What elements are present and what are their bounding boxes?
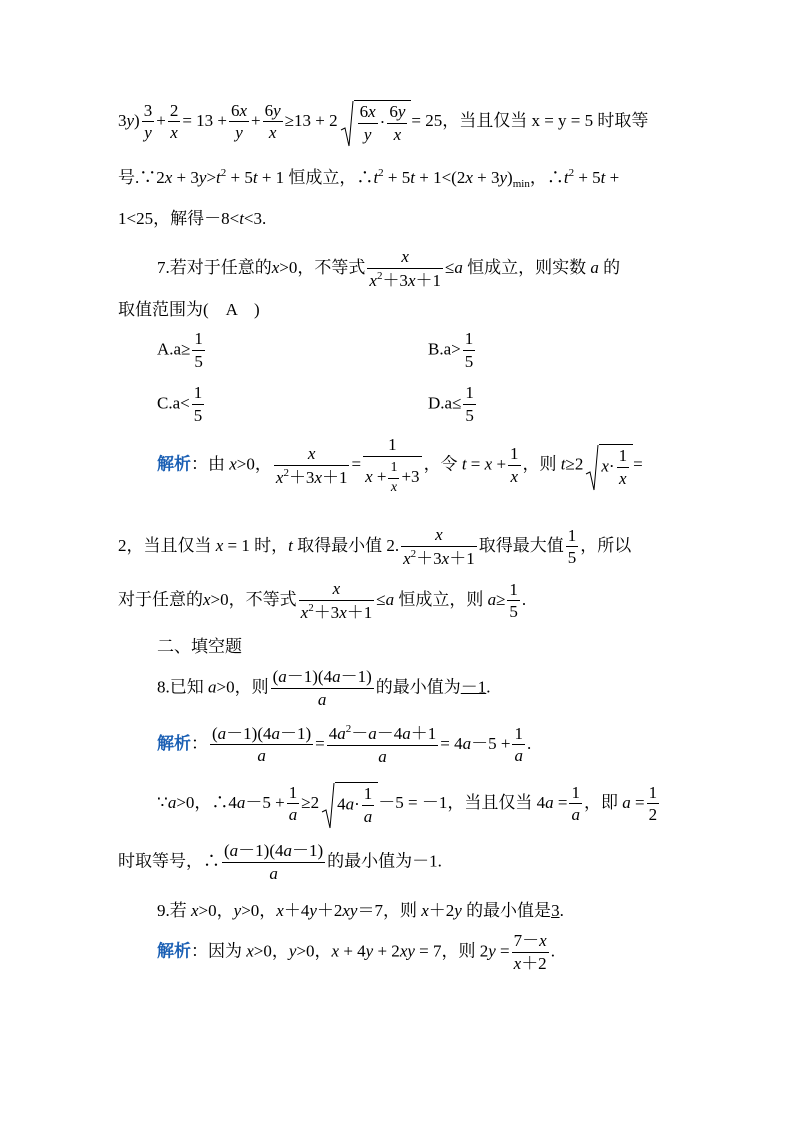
question-7-range: 取值范围为( A ) bbox=[118, 300, 260, 319]
option-c: C.a< $\frac{1}{5}$ bbox=[157, 383, 203, 425]
solution-7-line-3: 对于任意的x>0，不等式 $\frac{x}{x^2+3x+1}$ ≤a 恒成立，则 a≥ $\frac{1}{5}$ . bbox=[118, 579, 527, 622]
solution-line-2: 号.∵2x + $3y>t^2 + 5t + 1$ 恒成立，$\therefore t^2 + 5t + 1<(2x + 3y)_{min}$，$\therefore t^2 + 5t$ + bbox=[118, 167, 620, 190]
solution-7-line-2: 2，当且仅当 x = 1 时，t 取得最小值 2. $\frac{x}{x^2+3x+1}$ 取得最大值 $\frac{1}{5}$ ，所以 bbox=[118, 525, 632, 568]
question-8: 8.已知 a>0，则 $\frac{(a-1)(4a-1)}{a}$ 的最小值为－1. bbox=[157, 667, 491, 709]
solution-9: 解析：因为 x>0，y>0，x + 4y + 2xy = 7，则 2y = $\frac{7-x}{x+2}$ . bbox=[157, 931, 555, 973]
option-a: A.a≥ $\frac{1}{5}$ bbox=[157, 329, 203, 371]
question-7-line-2 bbox=[118, 301, 260, 318]
analysis-label: 解析 bbox=[157, 454, 191, 474]
solution-7-line-1: 解析：由 x>0， $\frac{x}{x^2+3x+1}$ = 1 x + $\frac{1}{x}$ +3 ，令 t = x + $\frac{1}{x}$ ，则 t≥2 x· $\frac{1}{x}$ = bbox=[157, 435, 643, 495]
option-b: B.a> $\frac{1}{5}$ bbox=[428, 329, 474, 371]
solution-line-1: 3y) $\frac{3}{y}$ + $\frac{2}{x}$ = 13 + $\frac{6x}{y}$ + $\frac{6y}{x}$ ≥13 + 2 $\frac{6x}{y}$ · $\frac{6y}{x}$ = 25，当且仅当 x = y = 5 时取等 bbox=[118, 100, 648, 144]
solution-8-line-2: ∵a>0，∴4a－5 + $\frac{1}{a}$ ≥2 4a· $\frac{1}{a}$ －5 = －1，当且仅当 4a = $\frac{1}{a}$ ，即 a = $\frac{1}{2}$ bbox=[157, 782, 661, 826]
section-heading: 二、填空题 bbox=[157, 637, 242, 656]
question-7-line-1: 7.若对于任意的x>0，不等式 $\frac{x}{x^2+3x+1}$ ≤a 恒成立，则实数 a 的 bbox=[157, 247, 621, 290]
answer-9: 3 bbox=[551, 901, 560, 920]
question-9: 9.若 x>0，y>0，x＋4y＋2xy＝7，则 x＋2y 的最小值是3. bbox=[157, 901, 564, 920]
solution-line-3: 1<25，解得－8<t<3. bbox=[118, 209, 267, 228]
sqrt-sign-icon: $\frac{6x}{y}$ · $\frac{6y}{x}$ bbox=[340, 100, 412, 144]
line1-tail: ，当且仅当 x = y = 5 时取等 bbox=[442, 110, 649, 130]
answer-8: －1 bbox=[460, 677, 487, 697]
solution-8-line-3: 时取等号，∴ $\frac{(a-1)(4a-1)}{a}$ 的最小值为－1. bbox=[118, 841, 442, 883]
solution-8-line-1: 解析： $\frac{(a-1)(4a-1)}{a}$ = $\frac{4a^2-a-4a+1}{a}$ = 4a－5 + $\frac{1}{a}$ . bbox=[157, 723, 532, 766]
option-d: D.a≤ $\frac{1}{5}$ bbox=[428, 383, 474, 425]
